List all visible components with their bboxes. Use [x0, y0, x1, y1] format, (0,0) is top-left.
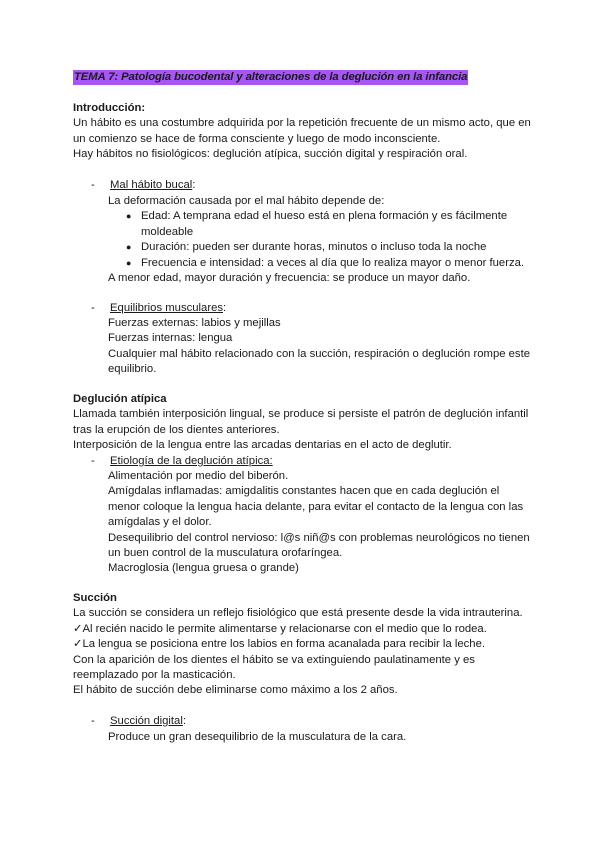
- etiologia-label: Etiología de la deglución atípica:: [110, 455, 273, 467]
- bullet-text: moldeable: [141, 225, 194, 238]
- intro-section: [73, 101, 533, 163]
- equilibrios-body: [108, 316, 528, 378]
- succion-line: ✓Al recién nacido le permite alimentarse y relacionarse con el medio que lo rodea.: [73, 622, 487, 635]
- succion-line: ✓La lengua se posiciona entre los labios en forma acanalada para recibir la leche.: [73, 638, 486, 651]
- deglucion-line: Llamada también interposición lingual, se produce si persiste el patrón de deglución infantil: [73, 408, 529, 421]
- bullet-text: Frecuencia e intensidad: a veces al día que lo realiza mayor o menor fuerza.: [141, 256, 525, 269]
- bullet-item: [108, 240, 528, 255]
- succion-heading: Succión: [73, 592, 117, 604]
- document-title: TEMA 7: Patología bucodental y alteraciones de la deglución en la infancia: [73, 70, 468, 85]
- equilibrios-label: Equilibrios musculares: [110, 302, 224, 314]
- succion-digital-body: [108, 730, 528, 745]
- etiologia-line: menor coloque la lengua hacia delante, para evitar el contacto de la lengua con las: [108, 500, 524, 513]
- etiologia-line: un buen control de la musculatura orofaríngea.: [108, 547, 343, 560]
- bullet-dot: ●: [126, 257, 132, 268]
- dash-marker: -: [91, 455, 95, 467]
- equilibrios-line: Fuerzas internas: lengua: [108, 332, 233, 345]
- etiologia-line: Desequilibrio del control nervioso: l@s niñ@s con problemas neurológicos no tienen: [108, 531, 530, 544]
- succion-digital-line: Produce un gran desequilibrio de la musculatura de la cara.: [108, 731, 407, 743]
- bullet-dot: ●: [126, 242, 132, 253]
- dash-marker: -: [91, 302, 95, 314]
- label-colon: :: [192, 179, 196, 191]
- succion-line: El hábito de succión debe eliminarse como máximo a los 2 años.: [73, 684, 398, 697]
- label-colon: :: [182, 715, 186, 727]
- bullet-item: [108, 256, 528, 271]
- succion-line: reemplazado por la masticación.: [73, 669, 236, 682]
- dash-marker: -: [91, 179, 95, 191]
- etiologia-line: Alimentación por medio del biberón.: [108, 470, 289, 482]
- intro-heading: Introducción:: [73, 102, 146, 114]
- bullet-text: Edad: A temprana edad el hueso está en plena formación y es fácilmente: [141, 210, 508, 223]
- bullet-dot: ●: [126, 211, 132, 222]
- succion-section: [73, 591, 533, 699]
- label-colon: :: [223, 302, 227, 314]
- equilibrios-line: Cualquier mal hábito relacionado con la succión, respiración o deglución rompe este: [108, 347, 530, 360]
- dash-marker: -: [91, 715, 95, 727]
- bullet-item: [108, 209, 528, 240]
- deglucion-line: Interposición de la lengua entre las arcadas dentarias en el acto de deglutir.: [73, 439, 452, 452]
- mal-habito-body: [108, 194, 528, 286]
- etiologia-line: amígdalas y el dolor.: [108, 516, 212, 529]
- mal-habito-intro: La deformación causada por el mal hábito depende de:: [108, 195, 385, 207]
- etiologia-line: Amígdalas inflamadas: amigdalitis constantes hacen que en cada deglución el: [108, 485, 500, 498]
- etiologia-body: [108, 469, 528, 577]
- etiologia-line: Macroglosia (lengua gruesa o grande): [108, 562, 299, 575]
- equilibrios-line: equilibrio.: [108, 363, 157, 376]
- mal-habito-summary: A menor edad, mayor duración y frecuencia: se produce un mayor daño.: [108, 272, 471, 285]
- succion-line: La succión se considera un reflejo fisiológico que está presente desde la vida intrauterina.: [73, 607, 523, 620]
- deglucion-section: [73, 392, 533, 454]
- intro-line: Hay hábitos no fisiológicos: deglución atípica, succión digital y respiración oral.: [73, 148, 468, 161]
- deglucion-line: tras la erupción de los dientes anteriores.: [73, 423, 280, 436]
- deglucion-heading: Deglución atípica: [73, 393, 167, 405]
- equilibrios-line: Fuerzas externas: labios y mejillas: [108, 317, 281, 329]
- succion-digital-label: Succión digital: [110, 715, 183, 727]
- mal-habito-label: Mal hábito bucal: [110, 179, 193, 191]
- bullet-text: Duración: pueden ser durante horas, minutos o incluso toda la noche: [141, 241, 487, 254]
- intro-line: un comienzo se hace de forma consciente y luego de modo inconsciente.: [73, 132, 441, 145]
- succion-line: Con la aparición de los dientes el hábito se va extinguiendo paulatinamente y es: [73, 653, 475, 666]
- intro-line: Un hábito es una costumbre adquirida por la repetición frecuente de un mismo acto, que en: [73, 117, 531, 130]
